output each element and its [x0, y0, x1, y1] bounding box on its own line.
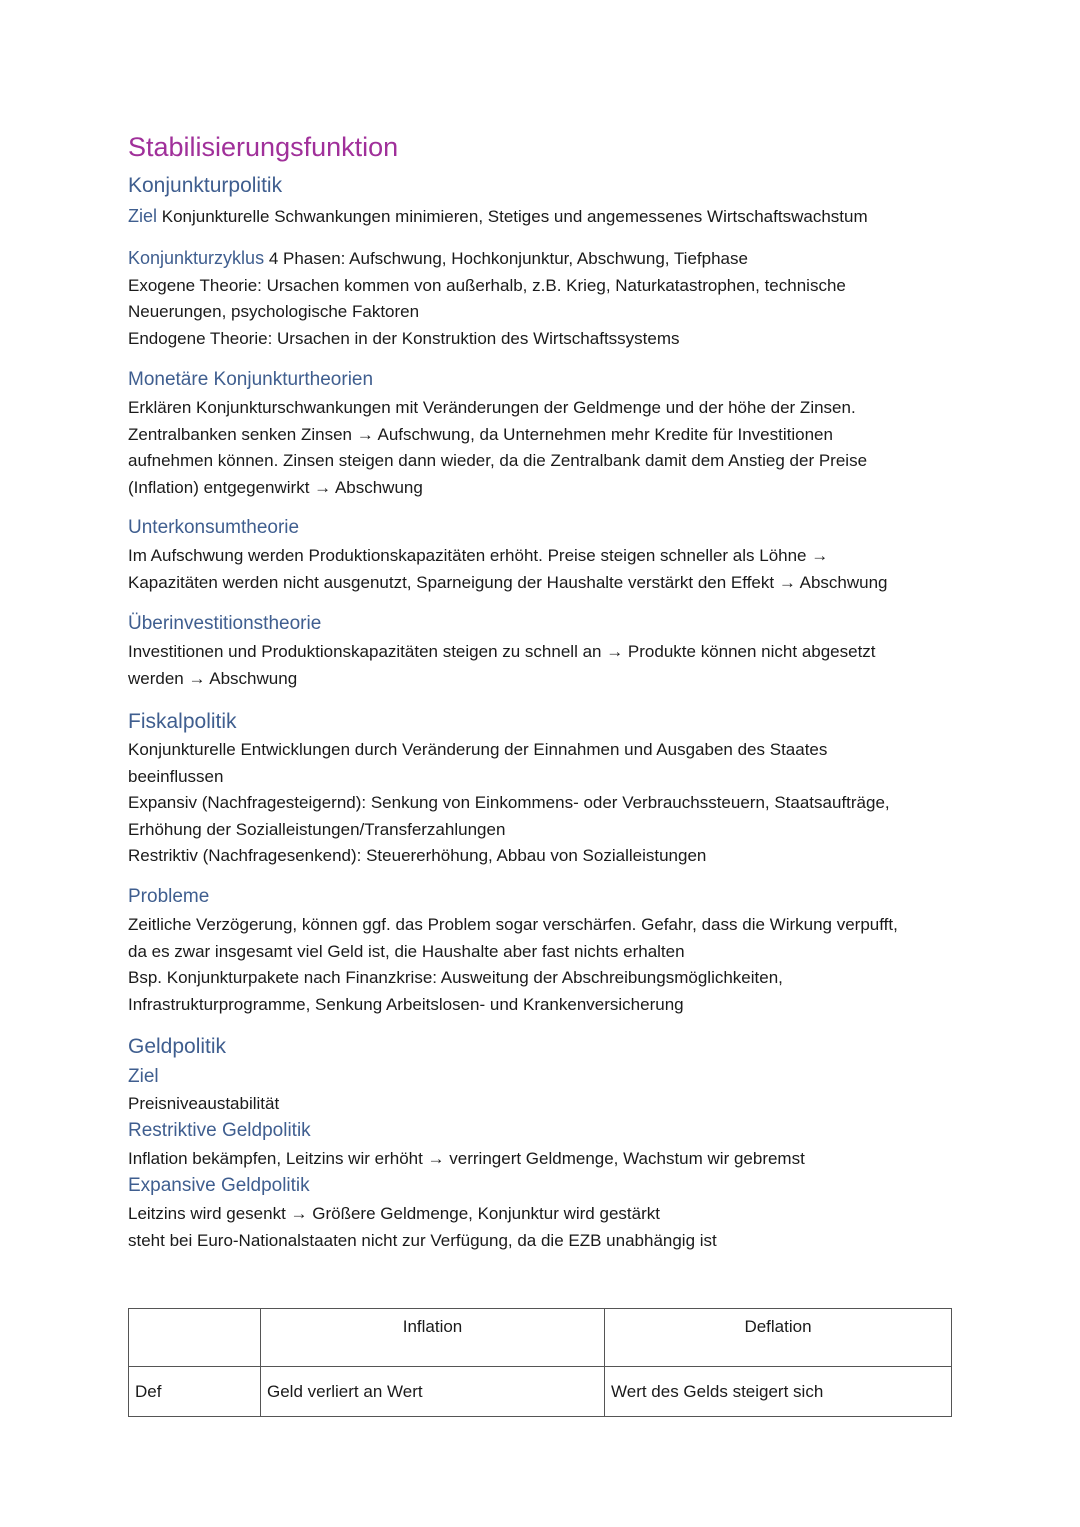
- restriktiv-text: Inflation bekämpfen, Leitzins wir erhöht → verringert Geldmenge, Wachstum wir gebremst: [128, 1149, 805, 1168]
- probleme-line-1: Zeitliche Verzögerung, können ggf. das Problem sogar verschärfen. Gefahr, dass die Wirkung verpufft,: [128, 915, 898, 934]
- table-header-cell: Deflation: [605, 1309, 952, 1367]
- ueberinvestition-paragraph: [128, 639, 958, 692]
- heading-ueberinvestition: Überinvestitionstheorie: [128, 613, 322, 634]
- probleme-line-4: Infrastrukturprogramme, Senkung Arbeitslosen- und Krankenversicherung: [128, 994, 684, 1014]
- ueberinvestition-line-1: Investitionen und Produktionskapazitäten steigen zu schnell an → Produkte können nicht abgesetzt: [128, 642, 876, 661]
- table-header-cell: [129, 1309, 261, 1367]
- heading-probleme: Probleme: [128, 886, 210, 907]
- fiskal-line-2: beeinflussen: [128, 766, 224, 786]
- unterkonsum-line-2: Kapazitäten werden nicht ausgenutzt, Sparneigung der Haushalte verstärkt den Effekt → Abschwung: [128, 572, 888, 592]
- heading-geldpolitik: Geldpolitik: [128, 1035, 227, 1058]
- probleme-paragraph: [128, 912, 958, 1018]
- zyklus-label: Konjunkturzyklus: [128, 248, 265, 268]
- exogen-line-1: Exogene Theorie: Ursachen kommen von außerhalb, z.B. Krieg, Naturkatastrophen, technische: [128, 275, 846, 295]
- heading-restriktive-geldpolitik: Restriktive Geldpolitik: [128, 1120, 311, 1141]
- unterkonsum-line-1: Im Aufschwung werden Produktionskapazitäten erhöht. Preise steigen schneller als Löhne →: [128, 546, 829, 565]
- heading-unterkonsum: Unterkonsumtheorie: [128, 517, 300, 538]
- ziel-label: Ziel: [128, 206, 158, 226]
- unterkonsum-paragraph: [128, 543, 958, 596]
- fiskal-line-5: Restriktiv (Nachfragesenkend): Steuererhöhung, Abbau von Sozialleistungen: [128, 846, 707, 865]
- probleme-line-2: da es zwar insgesamt viel Geld ist, die Haushalte aber fast nichts erhalten: [128, 941, 685, 961]
- fiskal-line-3: Expansiv (Nachfragesteigernd): Senkung von Einkommens- oder Verbrauchssteuern, Staatsaufträge,: [128, 793, 890, 812]
- table-header-cell: Inflation: [261, 1309, 605, 1367]
- fiskalpolitik-paragraph: [128, 737, 958, 870]
- endogen-line: Endogene Theorie: Ursachen in der Konstruktion des Wirtschaftssystems: [128, 328, 680, 348]
- konjunkturzyklus-paragraph: [128, 245, 958, 352]
- fiskal-line-4: Erhöhung der Sozialleistungen/Transferzahlungen: [128, 819, 506, 839]
- expansiv-paragraph: [128, 1201, 958, 1254]
- heading-fiskalpolitik: Fiskalpolitik: [128, 710, 237, 733]
- ueberinvestition-line-2: werden → Abschwung: [128, 668, 298, 688]
- zyklus-line: [128, 245, 958, 273]
- heading-expansive-geldpolitik: Expansive Geldpolitik: [128, 1175, 310, 1196]
- probleme-line-3: Bsp. Konjunkturpakete nach Finanzkrise: Ausweitung der Abschreibungsmöglichkeiten,: [128, 968, 783, 987]
- monetaer-line-4: (Inflation) entgegenwirkt → Abschwung: [128, 477, 423, 497]
- fiskal-line-1: Konjunkturelle Entwicklungen durch Veränderung der Einnahmen und Ausgaben des Staates: [128, 740, 828, 759]
- expansiv-note: steht bei Euro-Nationalstaaten nicht zur Verfügung, da die EZB unabhängig ist: [128, 1230, 717, 1250]
- ziel-text: Konjunkturelle Schwankungen minimieren, Stetiges und angemessenes Wirtschaftswachstum: [161, 207, 868, 226]
- heading-geld-ziel: Ziel: [128, 1066, 159, 1087]
- monetaer-paragraph: [128, 395, 958, 501]
- page-title: Stabilisierungsfunktion: [128, 132, 399, 162]
- monetaer-line-1: Erklären Konjunkturschwankungen mit Veränderungen der Geldmenge und der höhe der Zinsen.: [128, 398, 856, 417]
- table-cell: Geld verliert an Wert: [261, 1367, 605, 1417]
- monetaer-line-2: Zentralbanken senken Zinsen → Aufschwung, da Unternehmen mehr Kredite für Investitionen: [128, 424, 833, 444]
- geld-ziel-text: Preisniveaustabilität: [128, 1094, 280, 1113]
- monetaer-line-3: aufnehmen können. Zinsen steigen dann wieder, da die Zentralbank damit dem Anstieg der Preise: [128, 451, 868, 470]
- heading-monetaer: Monetäre Konjunkturtheorien: [128, 369, 374, 390]
- ziel-paragraph: [128, 203, 958, 231]
- table-cell: Def: [129, 1367, 261, 1417]
- inflation-deflation-table: [128, 1308, 952, 1417]
- table-header-row: [129, 1309, 952, 1367]
- exogen-line-2: Neuerungen, psychologische Faktoren: [128, 302, 420, 321]
- table-row: [129, 1367, 952, 1417]
- expansiv-text: Leitzins wird gesenkt → Größere Geldmenge, Konjunktur wird gestärkt: [128, 1204, 660, 1223]
- heading-konjunkturpolitik: Konjunkturpolitik: [128, 174, 283, 197]
- zyklus-text: 4 Phasen: Aufschwung, Hochkonjunktur, Abschwung, Tiefphase: [268, 249, 748, 268]
- table-cell: Wert des Gelds steigert sich: [605, 1367, 952, 1417]
